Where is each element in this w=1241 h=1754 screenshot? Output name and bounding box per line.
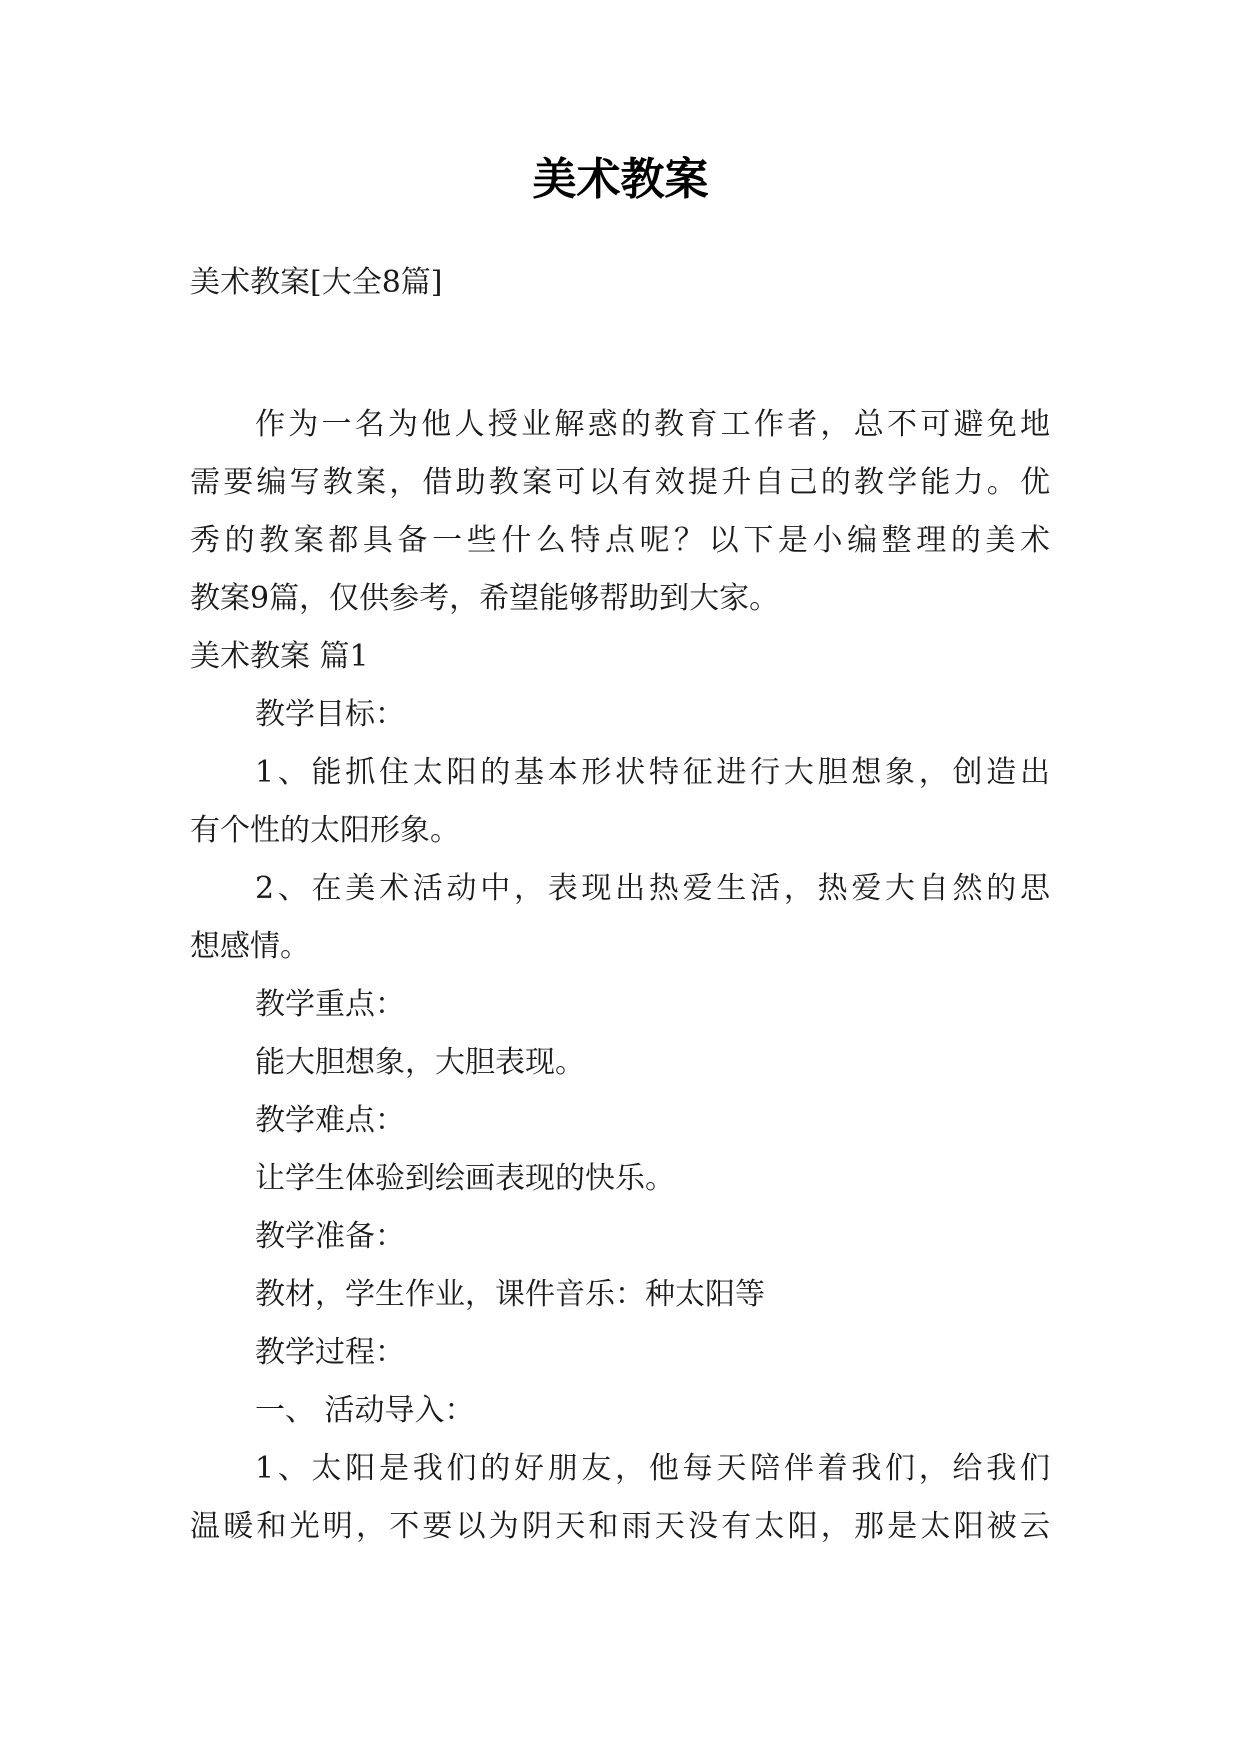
body-line: 教学重点：	[255, 987, 405, 1022]
intro-line: 教案9篇，仅供参考，希望能够帮助到大家。	[190, 581, 780, 616]
document-subtitle: 美术教案[大全8篇]	[190, 265, 443, 300]
body-line: 1、能抓住太阳的基本形状特征进行大胆想象，创造出	[255, 755, 1050, 790]
intro-line: 秀的教案都具备一些什么特点呢？以下是小编整理的美术	[190, 523, 1050, 558]
intro-line: 作为一名为他人授业解惑的教育工作者，总不可避免地	[255, 407, 1050, 442]
body-line: 2、在美术活动中，表现出热爱生活，热爱大自然的思	[255, 871, 1050, 906]
body-line: 教学目标：	[255, 697, 405, 732]
body-line: 想感情。	[190, 929, 310, 964]
body-line: 有个性的太阳形象。	[190, 813, 460, 848]
body-line: 让学生体验到绘画表现的快乐。	[255, 1161, 675, 1196]
document-title: 美术教案	[532, 154, 709, 205]
body-line: 能大胆想象，大胆表现。	[255, 1045, 585, 1080]
body-line: 教学准备：	[255, 1219, 405, 1254]
section-heading: 美术教案 篇1	[190, 639, 369, 674]
body-line: 教学过程：	[255, 1335, 405, 1370]
body-line: 1、太阳是我们的好朋友，他每天陪伴着我们，给我们	[255, 1451, 1050, 1486]
body-line: 温暖和光明，不要以为阴天和雨天没有太阳，那是太阳被云	[190, 1509, 1050, 1544]
intro-line: 需要编写教案，借助教案可以有效提升自己的教学能力。优	[190, 465, 1050, 500]
body-line: 一、 活动导入：	[255, 1393, 475, 1428]
body-line: 教学难点：	[255, 1103, 405, 1138]
body-line: 教材，学生作业，课件音乐：种太阳等	[255, 1277, 765, 1312]
